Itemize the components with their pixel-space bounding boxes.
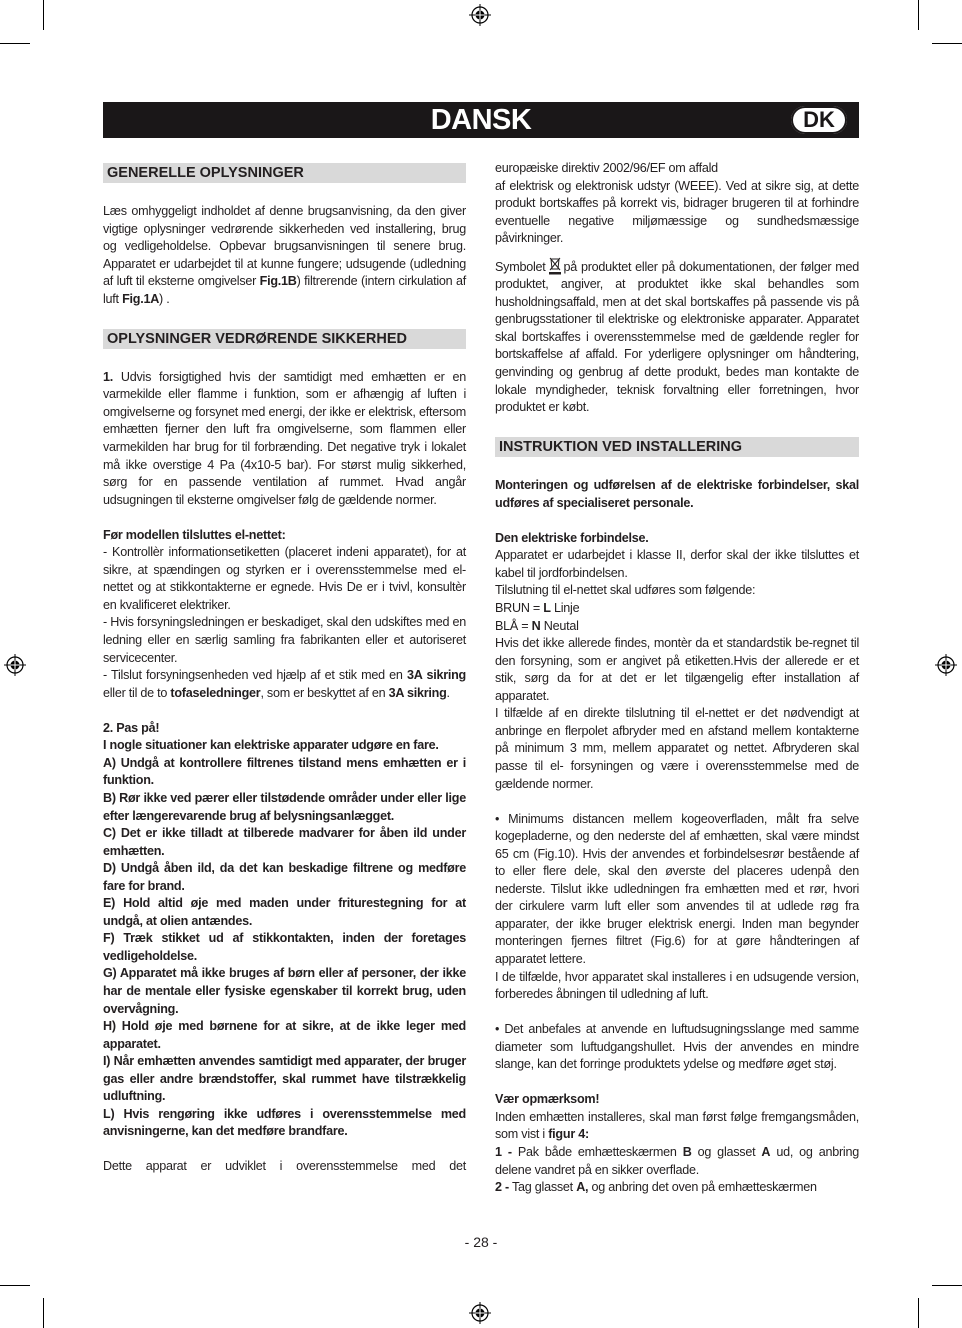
paragraph bbox=[103, 369, 466, 509]
paragraph-line bbox=[103, 203, 466, 308]
text: ) . bbox=[159, 291, 170, 306]
bold-text: L) Hvis rengøring ikke udføres i overensstemmelse med anvisningerne, kan det medføre brandfare. bbox=[103, 1106, 466, 1139]
spacer bbox=[103, 509, 466, 527]
paragraph-line bbox=[495, 1144, 859, 1179]
crop-mark bbox=[0, 43, 30, 44]
paragraph-line bbox=[103, 860, 466, 895]
paragraph-line bbox=[103, 895, 466, 930]
paragraph-line bbox=[103, 737, 466, 755]
paragraph bbox=[103, 527, 466, 702]
crop-mark bbox=[918, 0, 919, 30]
crop-mark bbox=[43, 1298, 44, 1328]
paragraph-line bbox=[495, 635, 859, 705]
bold-text: 2 - bbox=[495, 1180, 509, 1195]
text: I tilfælde af en direkte tilslutning til el-nettet er det nødvendigt at anbringe en flerpolet afbryder med en afstand mellem kontakterne på minimum 3 mm, mellem apparatet og nettet. Afbryderen skal passe til el- forsyningen og være i overensstemmelse med de gældende normer. bbox=[495, 706, 859, 791]
crop-mark bbox=[932, 43, 962, 44]
spacer bbox=[495, 793, 859, 811]
bold-text: Fig.1A bbox=[122, 291, 160, 306]
spacer bbox=[495, 512, 859, 530]
bold-text: Monteringen og udførelsen af de elektriske forbindelser, skal udføres af specialiseret personale. bbox=[495, 478, 859, 510]
text: • Det anbefales at anvende en luftudsugningsslange med samme diameter som luftudgangshullet. Hvis der anvendes en mindre slange, kan det forringe produktets ydelse og medføre øget støj. bbox=[495, 1022, 859, 1072]
crop-mark bbox=[932, 1285, 962, 1286]
text: Symbolet bbox=[495, 259, 546, 274]
text: Læs omhyggeligt indholdet af denne brugsanvisning, da den giver vigtige oplysninger vedrørende sikkerheden ved installering, brug og vedligeholdelse. Opbevar brugsanvisningen til senere brug. Apparatet er udarbejdet til at kunne fungere; udsugende (udledning af luft til eksterne omgivelser bbox=[103, 204, 466, 289]
paragraph-line bbox=[103, 720, 466, 738]
registration-mark-icon bbox=[935, 654, 957, 676]
bold-text: tofaseledninger bbox=[170, 685, 261, 700]
bold-text: B bbox=[682, 1144, 692, 1159]
bold-text: Vær opmærksom! bbox=[495, 1092, 600, 1107]
text: Neutal bbox=[540, 618, 579, 633]
text: - Hvis forsyningsledningen er beskadiget, skal den udskiftes med en ledning eller en særlig samling fra fabrikanten eller et autoriseret servicecenter. bbox=[103, 615, 466, 665]
paragraph-line bbox=[495, 530, 859, 548]
text: eller til de to bbox=[103, 685, 171, 700]
paragraph bbox=[103, 203, 466, 308]
crop-mark bbox=[918, 1298, 919, 1328]
language-header-bar bbox=[103, 102, 859, 138]
bold-text: 1. bbox=[103, 369, 114, 384]
paragraph-line bbox=[103, 825, 466, 860]
paragraph bbox=[103, 1158, 466, 1176]
section-heading: INSTRUKTION VED INSTALLERING bbox=[495, 437, 859, 457]
bold-text: F) Træk stikket ud af stikkontakten, inden der foretages vedligeholdelse. bbox=[103, 931, 466, 963]
text: Inden emhætten installeres, skal man først følge fremgangsmåden, som vist i bbox=[495, 1109, 859, 1142]
bold-text: G) Apparatet må ikke bruges af børn eller af personer, der ikke har de mentale eller fysiske egenskaber til korrekt brug, uden overvågning. bbox=[103, 966, 466, 1016]
paragraph bbox=[495, 1091, 859, 1196]
weee-bin-icon bbox=[548, 257, 562, 275]
paragraph-line bbox=[103, 614, 466, 667]
paragraph-line bbox=[103, 1106, 466, 1141]
spacer bbox=[103, 702, 466, 720]
bold-text: A, bbox=[576, 1180, 589, 1195]
text: , som er beskyttet af en bbox=[260, 685, 389, 700]
paragraph-line bbox=[495, 178, 859, 248]
paragraph-line bbox=[495, 1021, 859, 1074]
text: - Kontrollèr informationsetiketten (placeret indeni apparatet), for at sikre, at spændingen og styrken er i overensstemmelse med el-nettet og at stikkontakterne er egnede. Hvis De er i tvivl, konsultèr en kvalificeret elektriker. bbox=[103, 545, 466, 612]
text: - Tilslut forsyningsenheden ved hjælp af et stik med en bbox=[103, 668, 407, 683]
paragraph-line bbox=[495, 477, 859, 512]
language-code-badge: DK bbox=[791, 106, 847, 134]
language-title: DANSK bbox=[430, 104, 532, 136]
text: på produktet eller på dokumentationen, der følger med produktet, angiver, at produktet ikke skal behandles som husholdningsaffald, men at det skal bortskaffes på passende vis på genbrugsstationer til elektriske og elektroniske apparater. Apparatet skal bortskaffes i overensstemmelse med de gældende regler for bortskaffelse af affald. For yderligere oplysninger om håndtering, genvinding og genbrug af dette produkt, bedes man kontakte de lokale myndigheder, teknisk forvaltning eller forretningen, hvor produktet er købt. bbox=[495, 259, 859, 415]
bold-text: N bbox=[531, 618, 541, 633]
bold-text: A) Undgå at kontrollere filtrenes tilstand mens emhætten er i funktion. bbox=[103, 755, 466, 788]
paragraph-line bbox=[495, 160, 859, 178]
paragraph-line bbox=[103, 1158, 466, 1176]
text: Apparatet er udarbejdet i klasse II, derfor skal der ikke tilsluttes et kabel til jordforbindelsen. bbox=[495, 548, 859, 580]
paragraph-line bbox=[495, 705, 859, 793]
section-heading: GENERELLE OPLYSNINGER bbox=[103, 163, 466, 183]
paragraph-line bbox=[495, 600, 859, 618]
bold-text: Fig.1B bbox=[259, 274, 297, 289]
bold-text: A bbox=[761, 1144, 771, 1159]
paragraph-line bbox=[495, 969, 859, 1004]
paragraph-line bbox=[103, 790, 466, 825]
paragraph-line bbox=[495, 811, 859, 969]
bold-text: figur 4: bbox=[548, 1127, 589, 1142]
paragraph-line bbox=[103, 544, 466, 614]
paragraph-line bbox=[495, 547, 859, 582]
text: og anbring det oven på emhætteskærmen bbox=[588, 1180, 817, 1195]
spacer bbox=[103, 308, 466, 326]
bold-text: I) Når emhætten anvendes samtidigt med apparater, der bruger gas eller andre brændstoffer, skal rummet have tilstrækkelig udluftning. bbox=[103, 1054, 466, 1104]
paragraph-line bbox=[495, 1091, 859, 1109]
spacer bbox=[495, 1074, 859, 1092]
bold-text: C) Det er ikke tilladt at tilberede madvarer for åben ild under emhætten. bbox=[103, 826, 466, 858]
text: og glasset bbox=[691, 1144, 762, 1159]
paragraph bbox=[495, 160, 859, 248]
text: . bbox=[446, 685, 450, 700]
bold-text: Den elektriske forbindelse. bbox=[495, 530, 649, 545]
text: Linje bbox=[550, 601, 580, 616]
text: Hvis det ikke allerede findes, montèr da et standardstik be-regnet til den forsyning, som er angivet på etiketten.Hvis der allerede er et stik, sørg da for at det er let tilgængelig efter installation af apparatet. bbox=[495, 636, 859, 703]
crop-mark bbox=[43, 0, 44, 30]
bold-text: 2. Pas på! bbox=[103, 720, 160, 735]
bold-text: D) Undgå åben ild, da det kan beskadige filtrene og medføre fare for brand. bbox=[103, 861, 466, 893]
right-column bbox=[495, 160, 859, 1197]
text: Tag glasset bbox=[508, 1180, 577, 1195]
text: ud, og anbring delene vandret på en sikker overflade. bbox=[495, 1144, 859, 1177]
paragraph-line bbox=[103, 527, 466, 545]
registration-mark-icon bbox=[469, 4, 491, 26]
bold-text: 3A sikring bbox=[407, 668, 466, 683]
text: europæiske direktiv 2002/96/EF om affald bbox=[495, 161, 718, 175]
paragraph-line bbox=[495, 618, 859, 636]
spacer bbox=[103, 1141, 466, 1159]
bold-text: I nogle situationer kan elektriske apparater udgøre en fare. bbox=[103, 738, 439, 753]
paragraph bbox=[495, 1021, 859, 1074]
bold-text: H) Hold øje med børnene for at sikre, at de ikke leger med apparatet. bbox=[103, 1019, 466, 1051]
section-heading: OPLYSNINGER VEDRØRENDE SIKKERHED bbox=[103, 329, 466, 349]
paragraph bbox=[495, 477, 859, 512]
spacer bbox=[495, 417, 859, 435]
bold-text: 3A sikring bbox=[388, 685, 447, 700]
left-column bbox=[103, 160, 466, 1176]
bold-text: 1 - bbox=[495, 1144, 512, 1159]
text: af elektrisk og elektronisk udstyr (WEEE). Ved at sikre sig, at dette produkt bortskaffes på korrekt vis, bidrager brugeren til at forhindre eventuelle negative miljømæssige og sundhedsmæssige påvirkninger. bbox=[495, 178, 859, 246]
bold-text: E) Hold altid øje med maden under friturestegning for at undgå, at olien antændes. bbox=[103, 896, 466, 928]
paragraph-line bbox=[495, 582, 859, 600]
paragraph-line bbox=[495, 1179, 859, 1197]
paragraph bbox=[495, 811, 859, 1004]
paragraph-line bbox=[103, 965, 466, 1018]
text: Pak både emhætteskærmen bbox=[511, 1144, 683, 1159]
crop-mark bbox=[0, 1285, 30, 1286]
text: Dette apparat er udviklet i overensstemmelse med det bbox=[103, 1159, 466, 1174]
bold-text: Før modellen tilsluttes el-nettet: bbox=[103, 527, 286, 542]
registration-mark-icon bbox=[469, 1302, 491, 1324]
text: Tilslutning til el-nettet skal udføres som følgende: bbox=[495, 583, 756, 598]
text: ) filtrerende (intern cirkulation af luft bbox=[103, 274, 467, 306]
page-number: - 28 - bbox=[464, 1234, 498, 1250]
spacer bbox=[495, 1004, 859, 1022]
paragraph-line bbox=[103, 1018, 466, 1053]
paragraph bbox=[103, 720, 466, 1141]
paragraph bbox=[495, 530, 859, 793]
paragraph-line bbox=[103, 667, 466, 702]
text: • Minimums distancen mellem kogeoverfladen, målt fra selve kogepladerne, og den nederste del af emhætten, skal være mindst 65 cm (Fig.10). Hvis der anvendes et forbindelsesrør bestående af to eller flere dele, skal den øverste del placeres udenpå den nederste. Tilslut ikke udledningen fra emhætten med et rør, hvori der cirkulere varm luft eller som anvendes til at udlede røg fra apparater, der ikke bruger elektrisk energi. Inden man begynder monteringen fjernes filtret (Fig.6) for at gøre håndteringen af apparatet lettere. bbox=[495, 811, 859, 966]
registration-mark-icon bbox=[4, 654, 26, 676]
bold-text: B) Rør ikke ved pærer eller tilstødende områder under eller lige efter længerevarende brug af belysningsanlægget. bbox=[103, 790, 466, 823]
bold-text: L bbox=[543, 601, 551, 616]
paragraph-line bbox=[103, 369, 466, 509]
text: Udvis forsigtighed hvis der samtidigt med emhætten er en varmekilde eller flamme i funktion, som er afhængig af luften i omgivelserne og forsynet med energi, der ikke er elektrisk, eftersom emhætten fjerner den luft fra omgivelserne, som flammen eller varmekilden har brug for til forbrænding. Det negative tryk i lokalet må ikke overstige 4 Pa (4x10-5 bar). For størst mulig sikkerhed, sørg for en passende ventilation af rummet. Hvad angår udsugningen til eksterne omgivelser følg de gældende normer. bbox=[103, 369, 466, 507]
paragraph-line bbox=[103, 1053, 466, 1106]
paragraph-line bbox=[495, 1109, 859, 1144]
text: BRUN = bbox=[495, 601, 544, 616]
paragraph bbox=[495, 257, 859, 417]
paragraph-line bbox=[495, 257, 859, 417]
paragraph-line bbox=[103, 930, 466, 965]
text: BLÅ = bbox=[495, 618, 532, 633]
paragraph-line bbox=[103, 755, 466, 790]
text: I de tilfælde, hvor apparatet skal installeres i en udsugende version, forberedes åbningen til udledning af luft. bbox=[495, 969, 859, 1002]
